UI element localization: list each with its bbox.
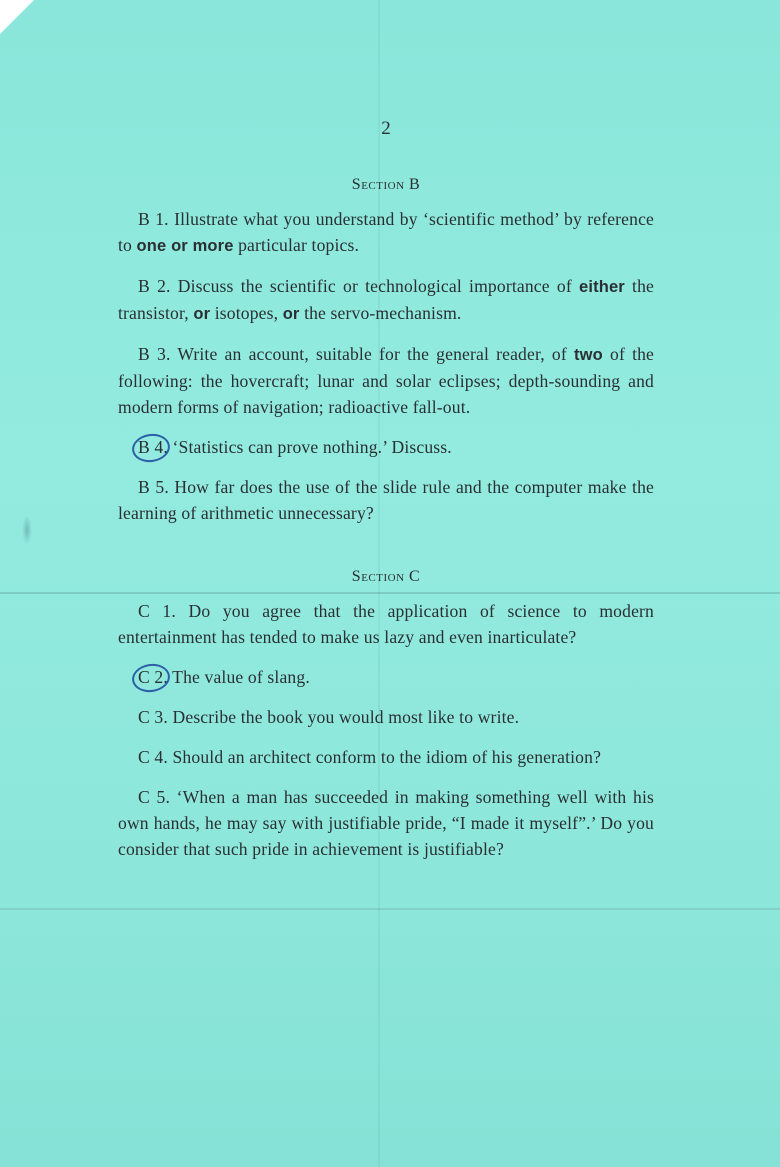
question-text: Do you agree that the application of science to modern entertainment has tended to make us lazy and even inarticulate?: [118, 601, 654, 647]
question-number: C 3.: [138, 707, 168, 727]
question-c1: [118, 598, 654, 650]
exam-page: [118, 112, 654, 876]
question-c4: [118, 744, 654, 770]
section-b-title: Section B: [351, 176, 421, 193]
question-number: C 4.: [138, 747, 168, 767]
question-text: the servo-mechanism.: [299, 303, 462, 323]
question-number: B 3.: [138, 344, 171, 364]
section-c-title: Section C: [351, 568, 421, 585]
question-b2: [118, 273, 654, 327]
question-text: Should an architect conform to the idiom of his generation?: [172, 747, 602, 767]
question-number: C 1.: [138, 601, 176, 621]
torn-corner: [0, 0, 34, 34]
ink-smudge: [22, 515, 32, 545]
emphasis: or: [193, 305, 211, 323]
question-c3: [118, 704, 654, 730]
emphasis: one or more: [136, 237, 234, 255]
question-text: Illustrate what you understand by ‘scientific method’ by reference to: [118, 209, 654, 255]
fold-line: [0, 908, 780, 910]
question-number: C 5.: [138, 787, 171, 807]
question-text: Describe the book you would most like to write.: [172, 707, 520, 727]
question-number: B 1.: [138, 209, 169, 229]
question-number: B 2.: [138, 276, 171, 296]
question-text: of the following: the hovercraft; lunar and solar eclipses; depth-sounding and modern forms of navigation; radioactive fall-out.: [118, 344, 655, 417]
question-text: the transistor,: [118, 276, 654, 323]
question-text: particular topics.: [233, 235, 360, 255]
question-text: How far does the use of the slide rule and the computer make the learning of arithmetic unnecessary?: [118, 477, 654, 523]
question-c2: [118, 664, 654, 690]
question-c5: [118, 784, 654, 862]
question-text: Discuss the scientific or technological importance of: [177, 276, 580, 296]
question-b3: [118, 341, 654, 420]
emphasis: two: [574, 346, 603, 364]
question-number-circled: B 4.: [138, 437, 168, 457]
question-b4: [118, 434, 654, 460]
question-text: ‘Statistics can prove nothing.’ Discuss.: [172, 437, 452, 457]
question-b5: [118, 474, 654, 526]
question-text: Write an account, suitable for the general reader, of: [177, 344, 575, 364]
question-number-circled: C 2.: [138, 667, 168, 687]
question-number: B 5.: [138, 477, 169, 497]
emphasis: either: [579, 278, 625, 296]
question-b1: [118, 206, 654, 259]
question-text: ‘When a man has succeeded in making something well with his own hands, he may say with justifiable pride, “I made it myself”.’ Do you consider that such pride in achievement is justifiable?: [118, 787, 654, 859]
page-number: 2: [381, 118, 391, 139]
question-text: The value of slang.: [172, 667, 310, 687]
emphasis: or: [282, 305, 300, 323]
question-text: isotopes,: [210, 303, 283, 323]
